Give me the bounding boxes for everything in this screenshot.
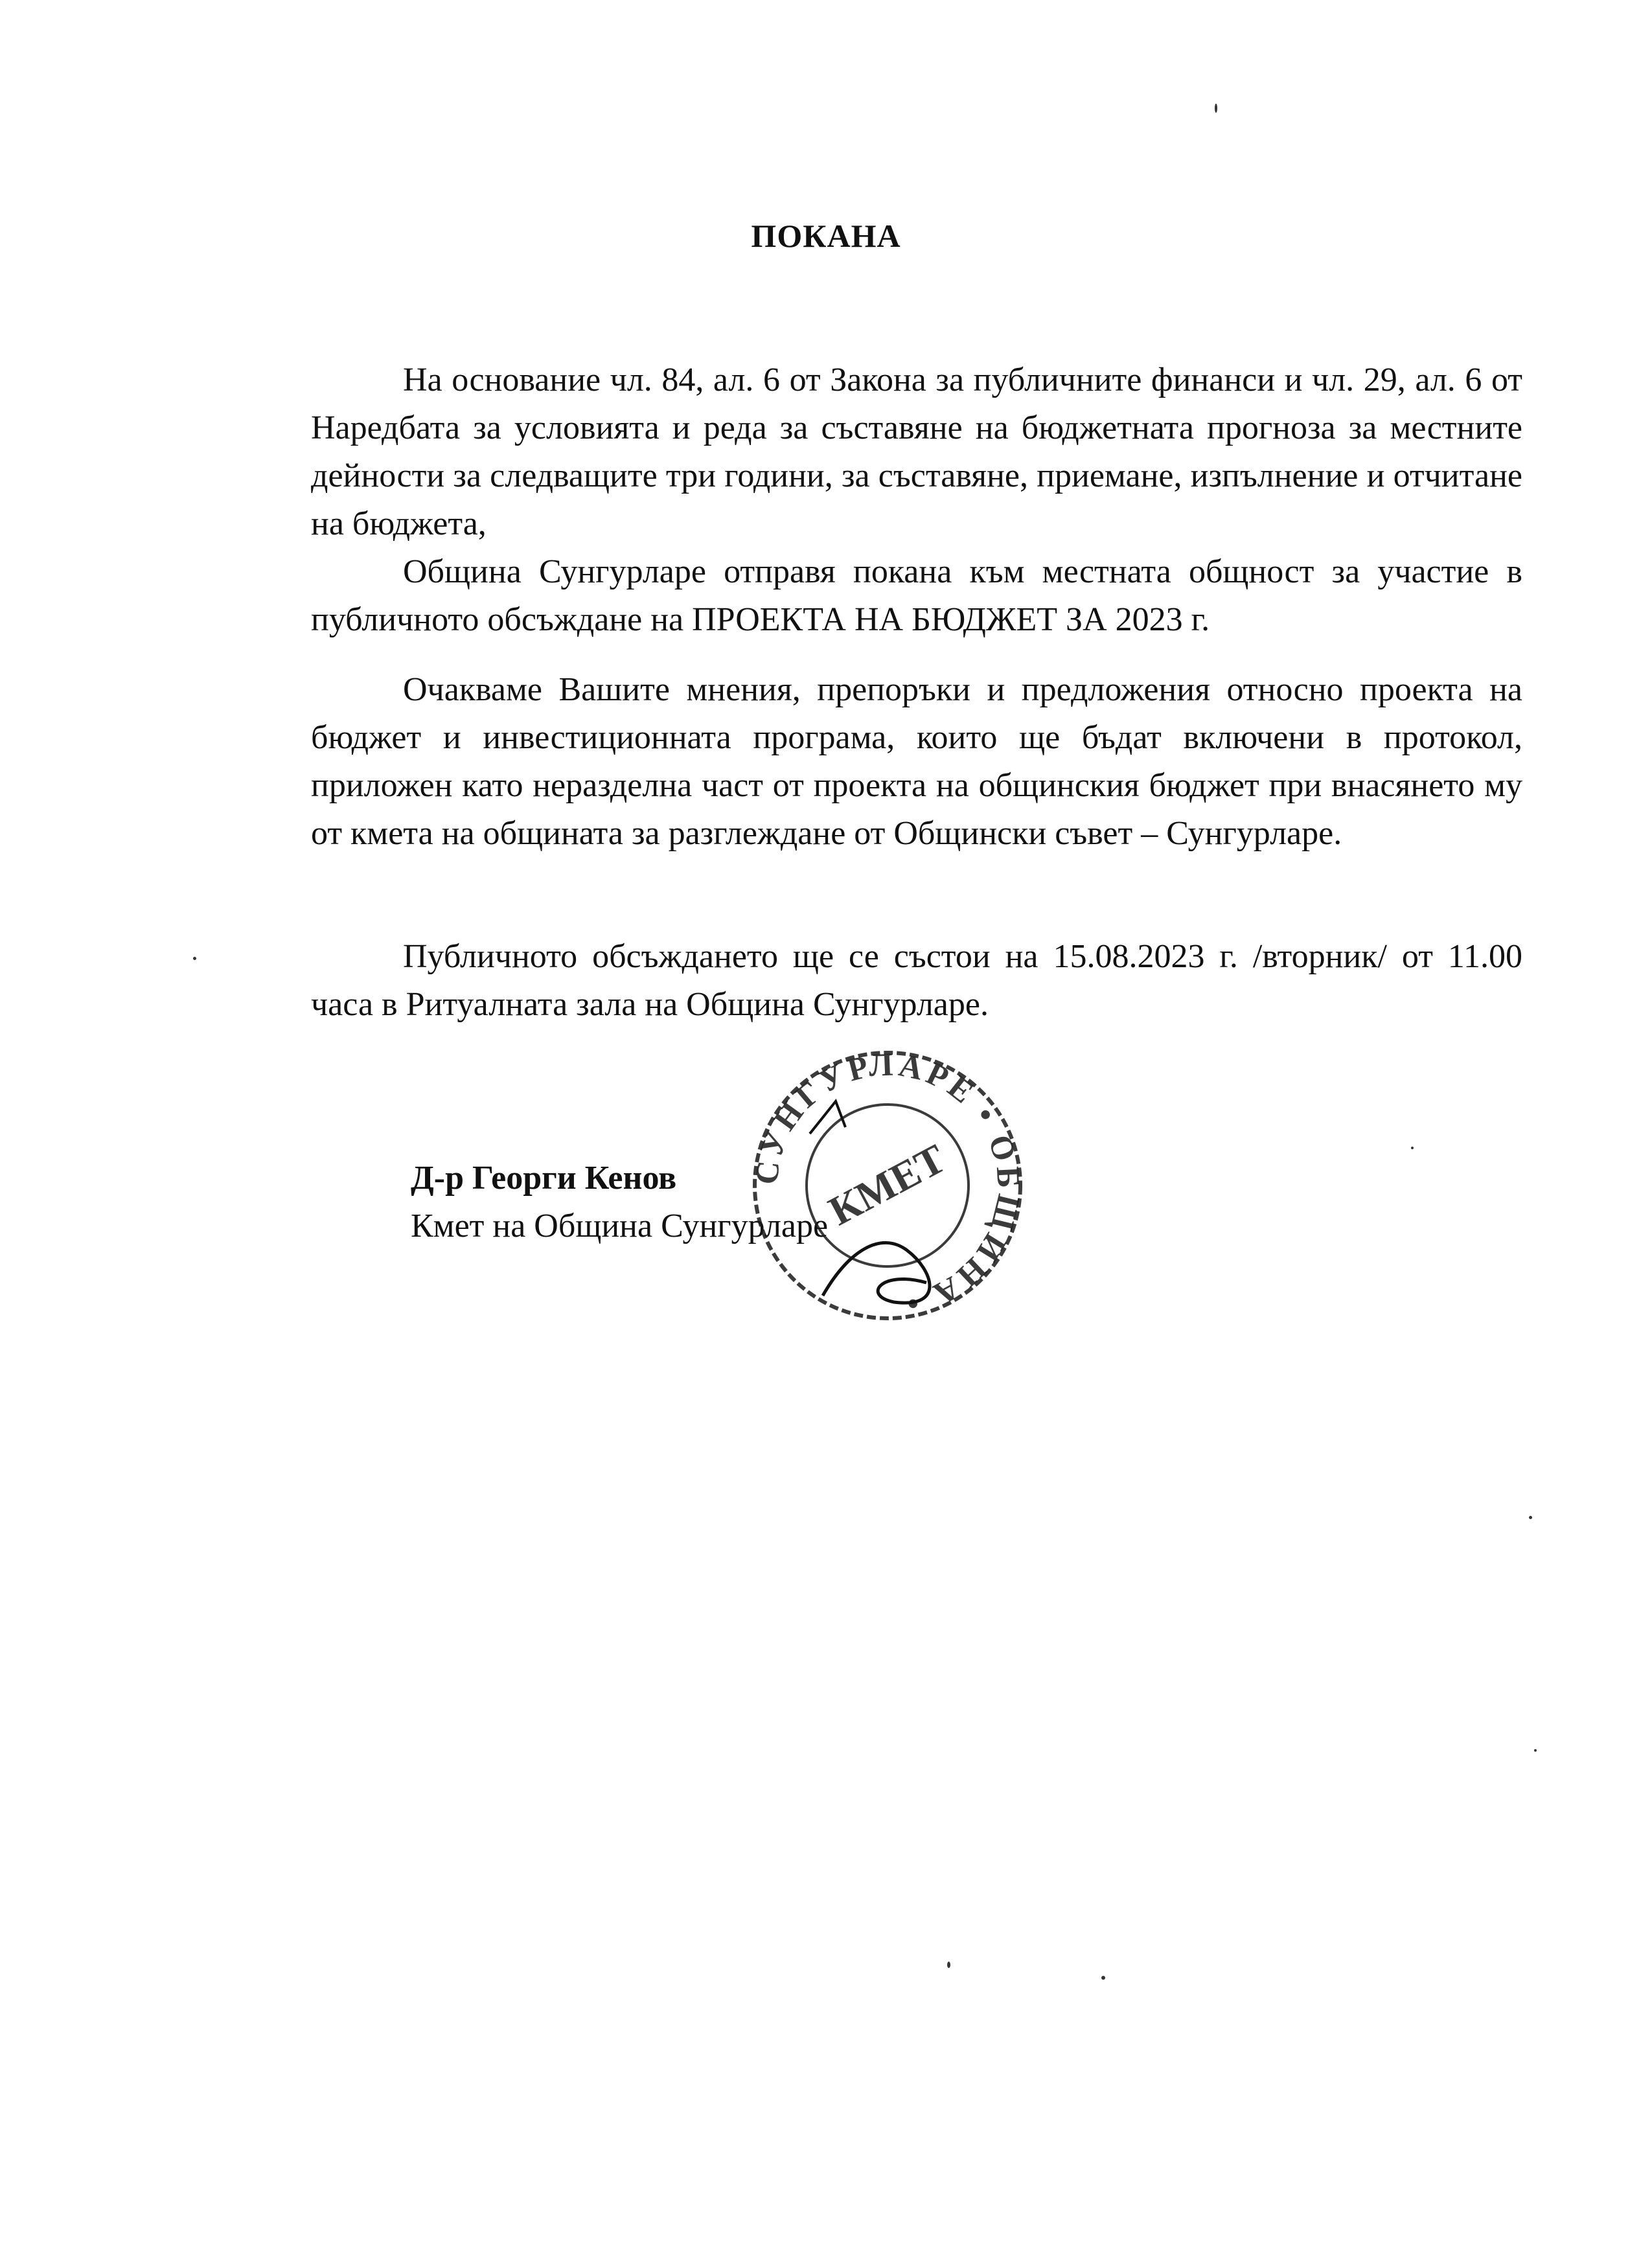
paragraph-legal-basis: На основание чл. 84, ал. 6 от Закона за публичните финанси и чл. 29, ал. 6 от Наредбата за условията и реда за съставяне на бюджетната прогноза за местните дейности за следващите три години, за съставяне, приемане, изпълнение и отчитане на бюджета, bbox=[311, 361, 1522, 542]
document-title: ПОКАНА bbox=[751, 218, 901, 254]
paragraph-invitation: Община Сунгурларе отправя покана към местната общност за участие в публичното обсъждане на ПРОЕКТА НА БЮДЖЕТ ЗА 2023 г. bbox=[311, 553, 1522, 638]
opinions-section bbox=[311, 666, 1522, 858]
stamp-center-text: КМЕТ bbox=[821, 1135, 953, 1235]
scan-speck bbox=[947, 1962, 950, 1968]
paragraph-meeting-details: Публичното обсъждането ще се състои на 15.08.2023 г. /вторник/ от 11.00 часа в Ритуалната зала на Община Сунгурларе. bbox=[311, 938, 1522, 1023]
official-stamp-icon bbox=[732, 1037, 1043, 1334]
scan-speck bbox=[1215, 104, 1217, 113]
stamp-ring-text: СУНГУРЛАРЕ • ОБЩИНА • bbox=[748, 1046, 1028, 1324]
scan-speck bbox=[1534, 1749, 1537, 1752]
scan-speck bbox=[1411, 1147, 1414, 1149]
signatory-role: Кмет на Община Сунгурларе bbox=[411, 1208, 829, 1244]
scan-speck bbox=[193, 957, 196, 960]
scan-speck bbox=[1101, 1976, 1105, 1980]
legal-basis-section bbox=[311, 356, 1522, 644]
meeting-section bbox=[311, 933, 1522, 1029]
scan-speck bbox=[1529, 1516, 1532, 1519]
signatory-name: Д-р Георги Кенов bbox=[411, 1160, 677, 1197]
paragraph-opinions: Очакваме Вашите мнения, препоръки и предложения относно проекта на бюджет и инвестиционната програма, които ще бъдат включени в протокол, приложен като неразделна част от проекта на общинския бюджет при внасянето му от кмета на общината за разглеждане от Общински съвет – Сунгурларе. bbox=[311, 671, 1522, 852]
